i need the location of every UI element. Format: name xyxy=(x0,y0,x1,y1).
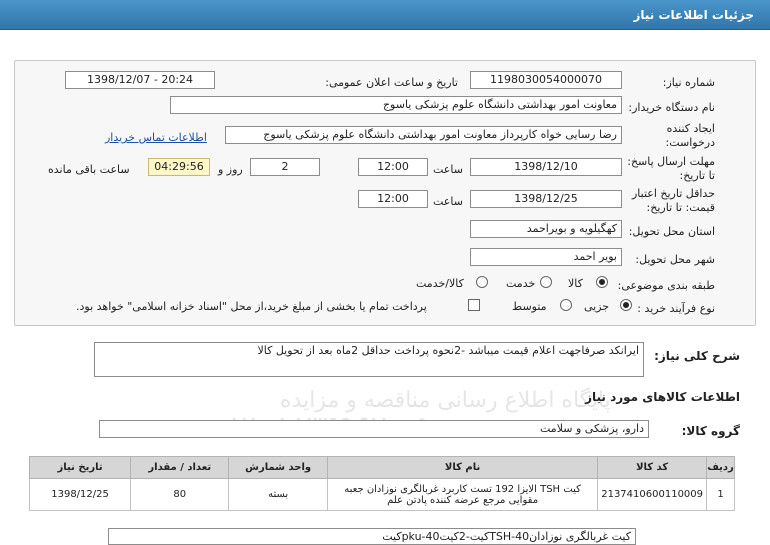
page-header xyxy=(0,0,770,30)
reply-deadline-date[interactable]: 1398/12/10 xyxy=(470,158,622,176)
cell-unit: بسته xyxy=(229,479,328,511)
reply-days-label: روز و xyxy=(218,163,243,176)
process-option-medium: متوسط xyxy=(512,300,547,313)
creator-label-line2: درخواست: xyxy=(665,136,715,149)
price-validity-time[interactable]: 12:00 xyxy=(358,190,428,208)
price-validity-date[interactable]: 1398/12/25 xyxy=(470,190,622,208)
province-field[interactable]: کهگیلویه و بویراحمد xyxy=(470,220,622,238)
table-row[interactable] xyxy=(30,479,735,511)
reply-time-label: ساعت xyxy=(433,163,463,176)
cell-qty: 80 xyxy=(131,479,229,511)
remaining-time-label: ساعت باقی مانده xyxy=(48,163,130,176)
category-option-goods-service: کالا/خدمت xyxy=(416,277,464,290)
creator-field[interactable]: رضا رسایی خواه کارپرداز معاونت امور بهداشتی دانشگاه علوم پزشکی یاسوج xyxy=(225,126,622,144)
announce-datetime-label: تاریخ و ساعت اعلان عمومی: xyxy=(325,76,458,89)
process-option-minor: جزیی xyxy=(584,300,610,313)
watermark-text: پایگاه اطلاع رسانی مناقصه و مزایده xyxy=(280,388,611,413)
reply-deadline-label-line2: تا تاریخ: xyxy=(679,169,715,182)
need-number-field[interactable]: 1198030054000070 xyxy=(470,71,622,89)
description-field[interactable]: ایرانکد صرفاجهت اعلام قیمت میباشد -2نحوه پرداخت حداقل 2ماه بعد از تحویل کالا xyxy=(94,342,644,377)
reply-deadline-label-line1: مهلت ارسال پاسخ: xyxy=(627,155,715,168)
description-label: شرح کلی نیاز: xyxy=(654,349,740,363)
buyer-contact-link[interactable]: اطلاعات تماس خریدار xyxy=(105,131,207,144)
reply-days-field[interactable]: 2 xyxy=(250,158,320,176)
category-label: طبقه بندی موضوعی: xyxy=(617,279,715,292)
process-radio-medium[interactable] xyxy=(560,299,572,311)
process-radio-minor[interactable] xyxy=(620,299,632,311)
category-option-service: خدمت xyxy=(506,277,536,290)
col-header-code: کد کالا xyxy=(598,457,707,479)
cell-date: 1398/12/25 xyxy=(30,479,131,511)
page-title: جزئیات اطلاعات نیاز xyxy=(633,8,754,22)
category-option-goods: کالا xyxy=(568,277,583,290)
cell-name: کیت TSH الایزا 192 تست کاربرد غربالگری نوزادان جعبه مقوایی مرجع عرضه کننده پادتن علم xyxy=(327,479,597,511)
category-radio-goods[interactable] xyxy=(596,276,608,288)
remaining-time-badge: 04:29:56 xyxy=(148,158,210,176)
table-header-row xyxy=(30,457,735,479)
goods-table xyxy=(29,456,735,511)
price-validity-time-label: ساعت xyxy=(433,195,463,208)
price-validity-label-line2: قیمت: تا تاریخ: xyxy=(646,201,715,214)
col-header-row: ردیف xyxy=(707,457,735,479)
col-header-unit: واحد شمارش xyxy=(229,457,328,479)
price-validity-label-line1: حداقل تاریخ اعتبار xyxy=(631,187,715,200)
goods-group-field[interactable]: دارو، پزشکی و سلامت xyxy=(99,420,649,438)
goods-info-title: اطلاعات کالاهای مورد نیاز xyxy=(585,390,740,404)
buyer-org-label: نام دستگاه خریدار: xyxy=(628,101,715,114)
treasury-payment-note: پرداخت تمام یا بخشی از مبلغ خرید،از محل "اسناد خزانه اسلامی" خواهد بود. xyxy=(76,300,427,313)
buyer-org-field[interactable]: معاونت امور بهداشتی دانشگاه علوم پزشکی یاسوج xyxy=(170,96,622,114)
category-radio-goods-service[interactable] xyxy=(476,276,488,288)
reply-deadline-time[interactable]: 12:00 xyxy=(358,158,428,176)
goods-group-label: گروه کالا: xyxy=(681,424,740,438)
col-header-date: تاریخ نیاز xyxy=(30,457,131,479)
col-header-name: نام کالا xyxy=(327,457,597,479)
cell-code: 2137410600110009 xyxy=(598,479,707,511)
col-header-qty: تعداد / مقدار xyxy=(131,457,229,479)
city-label: شهر محل تحویل: xyxy=(635,253,715,266)
cell-row: 1 xyxy=(707,479,735,511)
treasury-payment-checkbox[interactable] xyxy=(468,299,480,311)
footer-note-field[interactable]: کیت غربالگری نوزادانTSH-40کیت-2کیتpku-40کیت xyxy=(108,528,636,545)
province-label: استان محل تحویل: xyxy=(628,225,715,238)
need-number-label: شماره نیاز: xyxy=(662,76,715,89)
purchase-process-label: نوع فرآیند خرید : xyxy=(637,302,715,315)
announce-datetime-field[interactable]: 1398/12/07 - 20:24 xyxy=(65,71,215,89)
city-field[interactable]: بویر احمد xyxy=(470,248,622,266)
creator-label-line1: ایجاد کننده xyxy=(666,122,715,135)
category-radio-service[interactable] xyxy=(540,276,552,288)
